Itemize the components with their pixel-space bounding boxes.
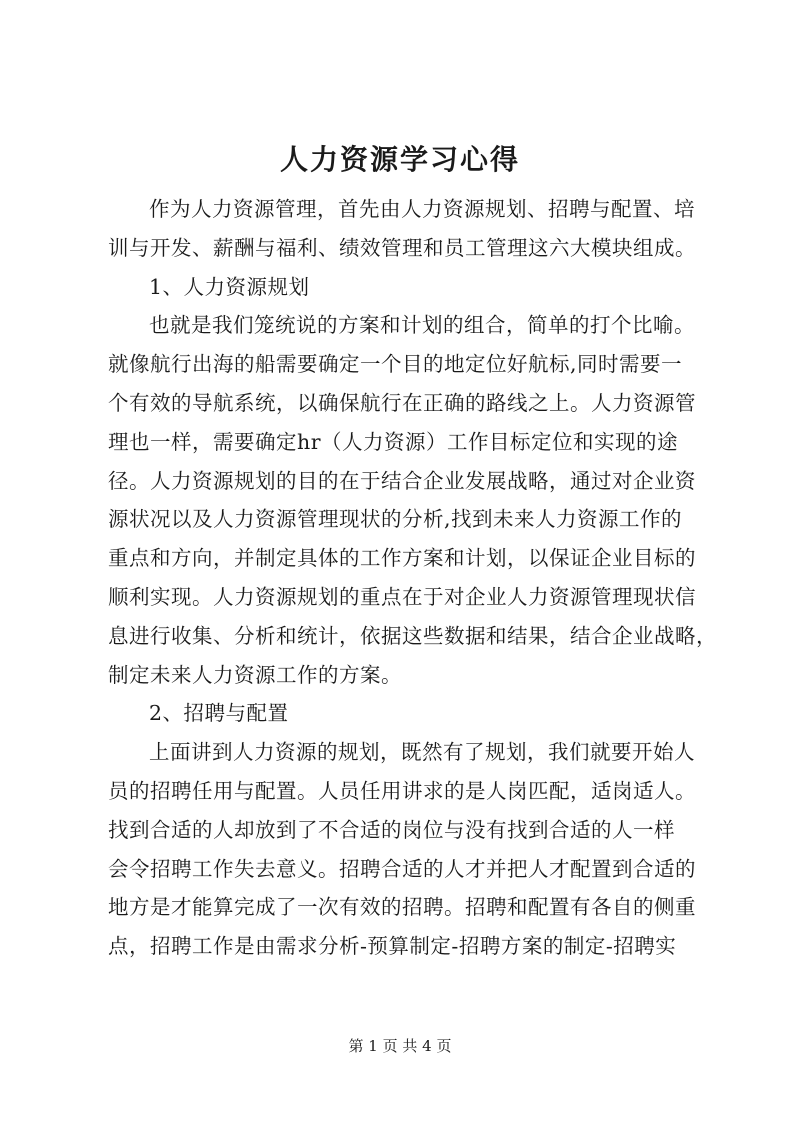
- paragraph-line: 找到合适的人却放到了不合适的岗位与没有找到合适的人一样: [108, 817, 675, 842]
- paragraph-line: 也就是我们笼统说的方案和计划的组合，简单的打个比喻。: [149, 313, 695, 338]
- paragraph-line: 就像航行出海的船需要确定一个目的地定位好航标,同时需要一: [108, 352, 683, 377]
- section-heading: 2、招聘与配置: [149, 701, 289, 726]
- paragraph-line: 径。人力资源规划的目的在于结合企业发展战略，通过对企业资: [108, 468, 696, 493]
- document-title: 人力资源学习心得: [279, 143, 520, 176]
- paragraph-line: 重点和方向，并制定具体的工作方案和计划，以保证企业目标的: [108, 546, 696, 571]
- paragraph-line: 顺利实现。人力资源规划的重点在于对企业人力资源管理现状信: [108, 584, 696, 609]
- paragraph-line: 地方是才能算完成了一次有效的招聘。招聘和配置有各自的侧重: [108, 895, 696, 920]
- paragraph-line: 会令招聘工作失去意义。招聘合适的人才并把人才配置到合适的: [108, 856, 696, 881]
- paragraph-line: 上面讲到人力资源的规划，既然有了规划，我们就要开始人: [149, 740, 695, 765]
- document-body: [108, 190, 717, 966]
- paragraph-line: 个有效的导航系统，以确保航行在正确的路线之上。人力资源管: [108, 390, 696, 415]
- paragraph-line: 作为人力资源管理，首先由人力资源规划、招聘与配置、培: [149, 197, 695, 221]
- paragraph-line: 点，招聘工作是由需求分析-预算制定-招聘方案的制定-招聘实: [108, 934, 677, 959]
- section-heading: 1、人力资源规划: [149, 274, 310, 299]
- paragraph-line: 源状况以及人力资源管理现状的分析,找到未来人力资源工作的: [108, 507, 683, 532]
- paragraph-line: 员的招聘任用与配置。人员任用讲求的是人岗匹配，适岗适人。: [108, 778, 696, 803]
- paragraph-line: 制定未来人力资源工作的方案。: [108, 662, 402, 687]
- paragraph-line: 训与开发、薪酬与福利、绩效管理和员工管理这六大模块组成。: [108, 235, 696, 260]
- page-footer: 第 1 页 共 4 页: [348, 1037, 452, 1055]
- paragraph-line: 息进行收集、分析和统计，依据这些数据和结果，结合企业战略，: [108, 623, 717, 648]
- paragraph-line: 理也一样，需要确定hr（人力资源）工作目标定位和实现的途: [108, 429, 679, 454]
